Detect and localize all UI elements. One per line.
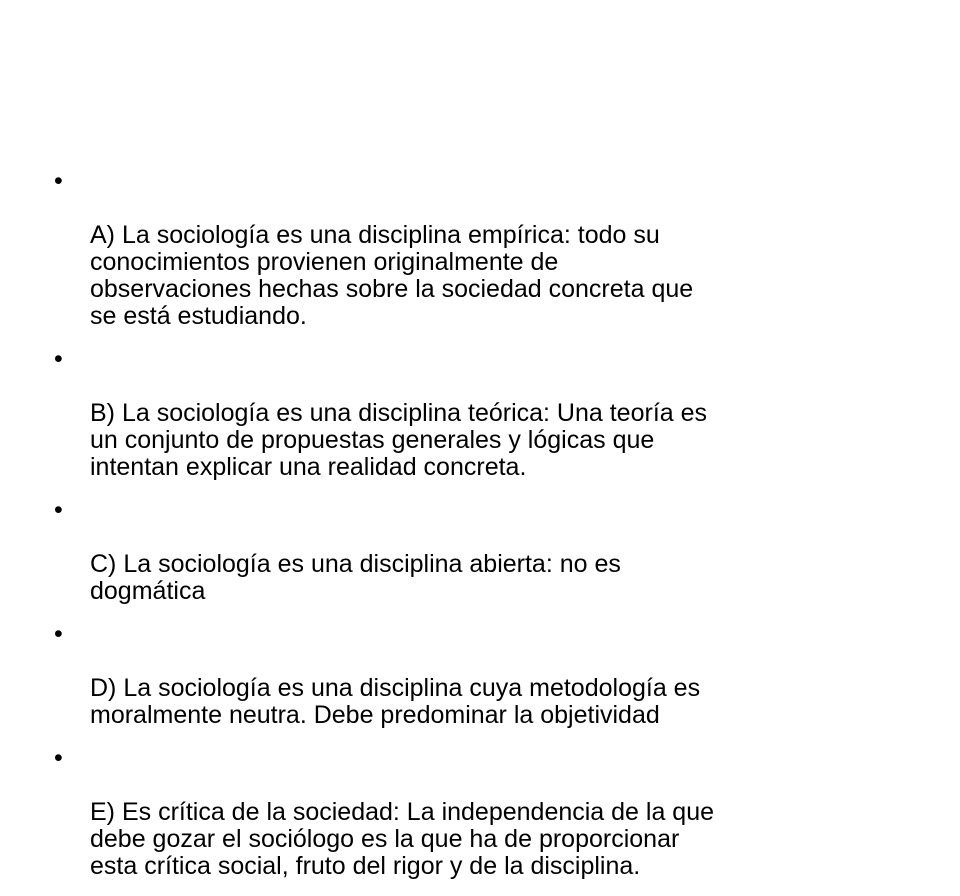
list-item (48, 168, 920, 330)
bullet-icon: • (54, 496, 63, 524)
bullet-icon: • (54, 620, 63, 648)
bullet-icon: • (54, 345, 63, 373)
list-item (48, 497, 920, 605)
bullet-list (48, 168, 920, 896)
list-item (48, 621, 920, 729)
list-item-text: D) La sociología es una disciplina cuya metodología es moralmente neutra. Debe predominar la objetividad (90, 674, 701, 729)
list-item-text: E) Es crítica de la sociedad: La independencia de la que debe gozar el sociólogo es la que ha de proporcionar esta crítica social, fruto del rigor y de la disciplina. (90, 798, 715, 880)
bullet-icon: • (54, 167, 63, 195)
list-item-text: B) La sociología es una disciplina teórica: Una teoría es un conjunto de propuestas generales y lógicas que intentan explicar una realidad concreta. (90, 399, 708, 481)
list-item (48, 745, 920, 880)
list-item-text: C) La sociología es una disciplina abierta: no es dogmática (90, 550, 621, 605)
list-item-text: A) La sociología es una disciplina empírica: todo su conocimientos provienen originalmente de observaciones hechas sobre la sociedad concreta que se está estudiando. (90, 221, 694, 330)
list-item (48, 346, 920, 481)
bullet-icon: • (54, 744, 63, 772)
